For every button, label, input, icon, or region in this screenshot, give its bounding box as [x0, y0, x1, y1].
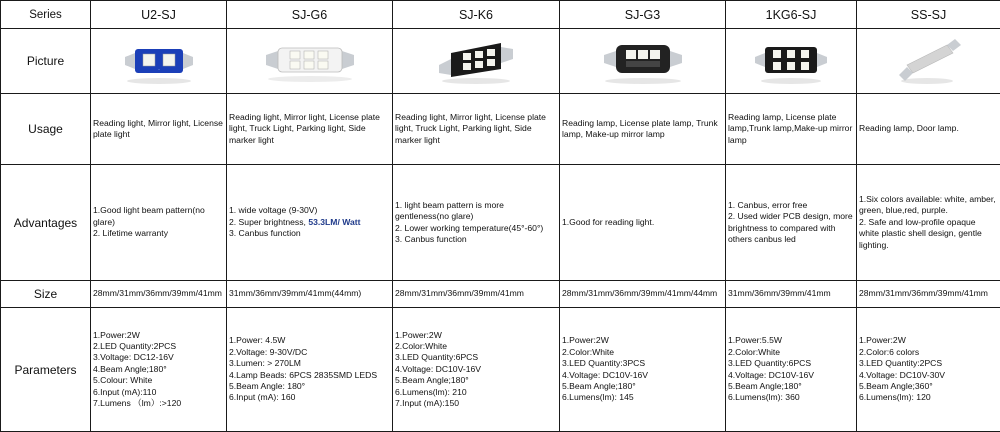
advantage-line: 1.Good for reading light.: [562, 217, 723, 228]
parameter-line: 1.Power:2W: [93, 330, 224, 341]
parameter-line: 6.Input (mA):110: [93, 387, 224, 398]
parameter-line: 2.Color:White: [395, 341, 557, 352]
model-header: SJ-G6: [227, 1, 393, 29]
row-label-size: Size: [1, 281, 91, 308]
advantage-line: [229, 217, 390, 228]
parameter-line: 5.Beam Angle: 180°: [229, 381, 390, 392]
advantages-cell: [726, 165, 857, 281]
parameter-line: 6.Lumens(lm): 120: [859, 392, 998, 403]
parameter-line: 6.Lumens(lm): 145: [562, 392, 723, 403]
row-label-parameters: Parameters: [1, 308, 91, 432]
model-header: SS-SJ: [857, 1, 1000, 29]
advantage-line: 2. Lower working temperature(45°-60°): [395, 223, 557, 234]
model-header: SJ-G3: [560, 1, 726, 29]
parameter-line: 6.Lumens(lm): 210: [395, 387, 557, 398]
size-row: [1, 281, 1000, 308]
parameter-line: 5.Colour: White: [93, 375, 224, 386]
model-header: 1KG6-SJ: [726, 1, 857, 29]
header-row: [1, 1, 1000, 29]
advantage-line: 2. Lifetime warranty: [93, 228, 224, 239]
parameters-row: [1, 308, 1000, 432]
parameter-line: 1.Power:5.5W: [728, 335, 854, 346]
parameter-line: 2.Color:White: [562, 347, 723, 358]
advantage-line: 1. wide voltage (9-30V): [229, 205, 390, 216]
usage-cell: Reading light, Mirror light, License plate light: [91, 94, 227, 165]
parameter-line: 1.Power:2W: [859, 335, 998, 346]
model-header: SJ-K6: [393, 1, 560, 29]
advantages-cell: [393, 165, 560, 281]
advantages-cell: [857, 165, 1000, 281]
usage-cell: Reading lamp, License plate lamp, Trunk lamp, Make-up mirror lamp: [560, 94, 726, 165]
advantage-line: 1.Six colors available: white, amber, green, blue,red, purple.: [859, 194, 998, 217]
parameter-line: 3.LED Quantity:2PCS: [859, 358, 998, 369]
product-image-ss-sj: [857, 29, 1000, 94]
parameters-cell: [227, 308, 393, 432]
parameter-line: 4.Voltage: DC10V-16V: [395, 364, 557, 375]
picture-row: [1, 29, 1000, 94]
usage-cell: Reading light, Mirror light, License plate light, Truck Light, Parking light, Side marker light: [393, 94, 560, 165]
brightness-highlight: 53.3LM/ Watt: [308, 217, 360, 227]
parameters-cell: [393, 308, 560, 432]
parameters-cell: [560, 308, 726, 432]
size-cell: 28mm/31mm/36mm/39mm/41mm: [393, 281, 560, 308]
advantage-line: 3. Canbus function: [395, 234, 557, 245]
parameter-line: 2.LED Quantity:2PCS: [93, 341, 224, 352]
parameter-line: 1.Power: 4.5W: [229, 335, 390, 346]
size-cell: 28mm/31mm/36mm/39mm/41mm/44mm: [560, 281, 726, 308]
row-label-advantages: Advantages: [1, 165, 91, 281]
product-image-u2-sj: [91, 29, 227, 94]
parameter-line: 4.Lamp Beads: 6PCS 2835SMD LEDS: [229, 370, 390, 381]
parameter-line: 3.LED Quantity:3PCS: [562, 358, 723, 369]
parameter-line: 5.Beam Angle;180°: [395, 375, 557, 386]
advantage-line: 1. Canbus, error free: [728, 200, 854, 211]
parameter-line: 5.Beam Angle;360°: [859, 381, 998, 392]
advantage-line: 2. Used wider PCB design, more brightness to compared with others canbus led: [728, 211, 854, 245]
parameters-cell: [91, 308, 227, 432]
parameter-line: 1.Power:2W: [562, 335, 723, 346]
series-header: Series: [1, 1, 91, 29]
advantages-row: [1, 165, 1000, 281]
parameters-cell: [726, 308, 857, 432]
product-image-sj-g3: [560, 29, 726, 94]
parameters-cell: [857, 308, 1000, 432]
advantage-text: 2. Super brightness,: [229, 217, 308, 227]
advantages-cell: [227, 165, 393, 281]
parameter-line: 5.Beam Angle;180°: [728, 381, 854, 392]
parameter-line: 5.Beam Angle;180°: [562, 381, 723, 392]
parameter-line: 3.Voltage: DC12-16V: [93, 352, 224, 363]
usage-cell: Reading lamp, License plate lamp,Trunk lamp,Make-up mirror lamp: [726, 94, 857, 165]
parameter-line: 3.Lumen: > 270LM: [229, 358, 390, 369]
svg-text:·: ·: [158, 67, 159, 72]
parameter-line: 7.Lumens （lm）:>120: [93, 398, 224, 409]
advantage-line: 2. Safe and low-profile opaque white plastic shell design, gentle lighting.: [859, 217, 998, 251]
usage-cell: Reading lamp, Door lamp.: [857, 94, 1000, 165]
parameter-line: 4.Voltage: DC10V-30V: [859, 370, 998, 381]
parameter-line: 6.Input (mA): 160: [229, 392, 390, 403]
parameter-line: 4.Voltage: DC10V-16V: [728, 370, 854, 381]
parameter-line: 3.LED Quantity:6PCS: [728, 358, 854, 369]
parameter-line: 2.Color:White: [728, 347, 854, 358]
row-label-usage: Usage: [1, 94, 91, 165]
usage-cell: Reading light, Mirror light, License plate light, Truck Light, Parking light, Side marker light: [227, 94, 393, 165]
product-image-sj-k6: [393, 29, 560, 94]
parameter-line: 2.Voltage: 9-30V/DC: [229, 347, 390, 358]
size-cell: 31mm/36mm/39mm/41mm: [726, 281, 857, 308]
size-cell: 28mm/31mm/36mm/39mm/41mm: [857, 281, 1000, 308]
parameter-line: 2.Color:6 colors: [859, 347, 998, 358]
advantage-line: 3. Canbus function: [229, 228, 390, 239]
usage-row: [1, 94, 1000, 165]
size-cell: 31mm/36mm/39mm/41mm(44mm): [227, 281, 393, 308]
product-image-1kg6-sj: [726, 29, 857, 94]
advantage-line: 1. light beam pattern is more gentleness(no glare): [395, 200, 557, 223]
row-label-picture: Picture: [1, 29, 91, 94]
advantages-cell: [560, 165, 726, 281]
parameter-line: 6.Lumens(lm): 360: [728, 392, 854, 403]
size-cell: 28mm/31mm/36mm/39mm/41mm: [91, 281, 227, 308]
model-header: U2-SJ: [91, 1, 227, 29]
product-image-sj-g6: [227, 29, 393, 94]
parameter-line: 7.Input (mA):150: [395, 398, 557, 409]
parameter-line: 4.Beam Angle;180°: [93, 364, 224, 375]
parameter-line: 4.Voltage: DC10V-16V: [562, 370, 723, 381]
parameter-line: 3.LED Quantity:6PCS: [395, 352, 557, 363]
advantage-line: 1.Good light beam pattern(no glare): [93, 205, 224, 228]
advantages-cell: [91, 165, 227, 281]
parameter-line: 1.Power:2W: [395, 330, 557, 341]
